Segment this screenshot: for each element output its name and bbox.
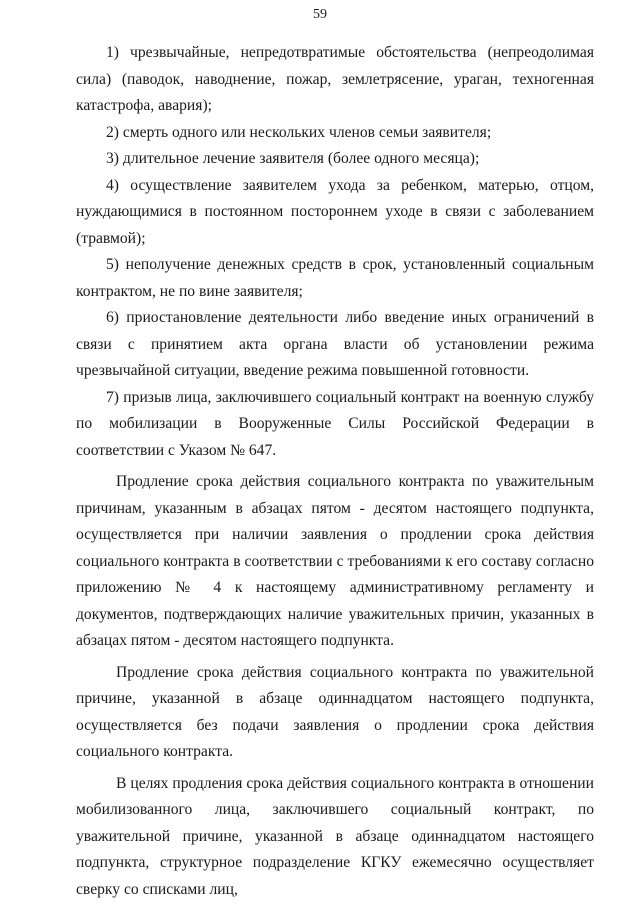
paragraph: В целях продления срока действия социального контракта в отношении мобилизованного лица, заключившего социальный контракт, по уважительной причине, указанной в абзаце одиннадцатом настоящего подпункта, структурное подразделение КГКУ ежемесячно осуществляет сверку со списками лиц, — [76, 774, 594, 898]
document-body — [76, 40, 594, 903]
list-item: 1) чрезвычайные, непредотвратимые обстоятельства (непреодолимая сила) (паводок, наводнение, пожар, землетрясение, ураган, техногенная катастрофа, авария); — [76, 44, 594, 114]
list-item: 5) неполучение денежных средств в срок, установленный социальным контрактом, не по вине заявителя; — [76, 256, 594, 300]
list-item: 4) осуществление заявителем ухода за ребенком, матерью, отцом, нуждающимися в постоянном постороннем уходе в связи с заболеванием (травмой); — [76, 176, 594, 247]
list-item: 7) призыв лица, заключившего социальный контракт на военную службу по мобилизации в Вооруженные Силы Российской Федерации в соответствии с Указом № 647. — [76, 388, 594, 459]
list-item: 3) длительное лечение заявителя (более одного месяца); — [106, 150, 480, 167]
list-item: 6) приостановление деятельности либо введение иных ограничений в связи с принятием акта органа власти об установлении режима чрезвычайной ситуации, введение режима повышенной готовности. — [76, 309, 594, 379]
page-number: 59 — [313, 7, 327, 22]
paragraph: Продление срока действия социального контракта по уважительным причинам, указанным в абзацах пятом - десятом настоящего подпункта, осуществляется при наличии заявления о продлении срока действия социального контракта в соответствии с требованиями к его составу согласно приложению № 4 к настоящему административному регламенту и документов, подтверждающих наличие уважительных причин, указанных в абзацах пятом - десятом настоящего подпункта. — [76, 473, 594, 649]
paragraph: Продление срока действия социального контракта по уважительной причине, указанной в абзаце одиннадцатом настоящего подпункта, осуществляется без подачи заявления о продлении срока действия социального контракта. — [76, 663, 594, 760]
list-item: 2) смерть одного или нескольких членов семьи заявителя; — [106, 123, 492, 141]
